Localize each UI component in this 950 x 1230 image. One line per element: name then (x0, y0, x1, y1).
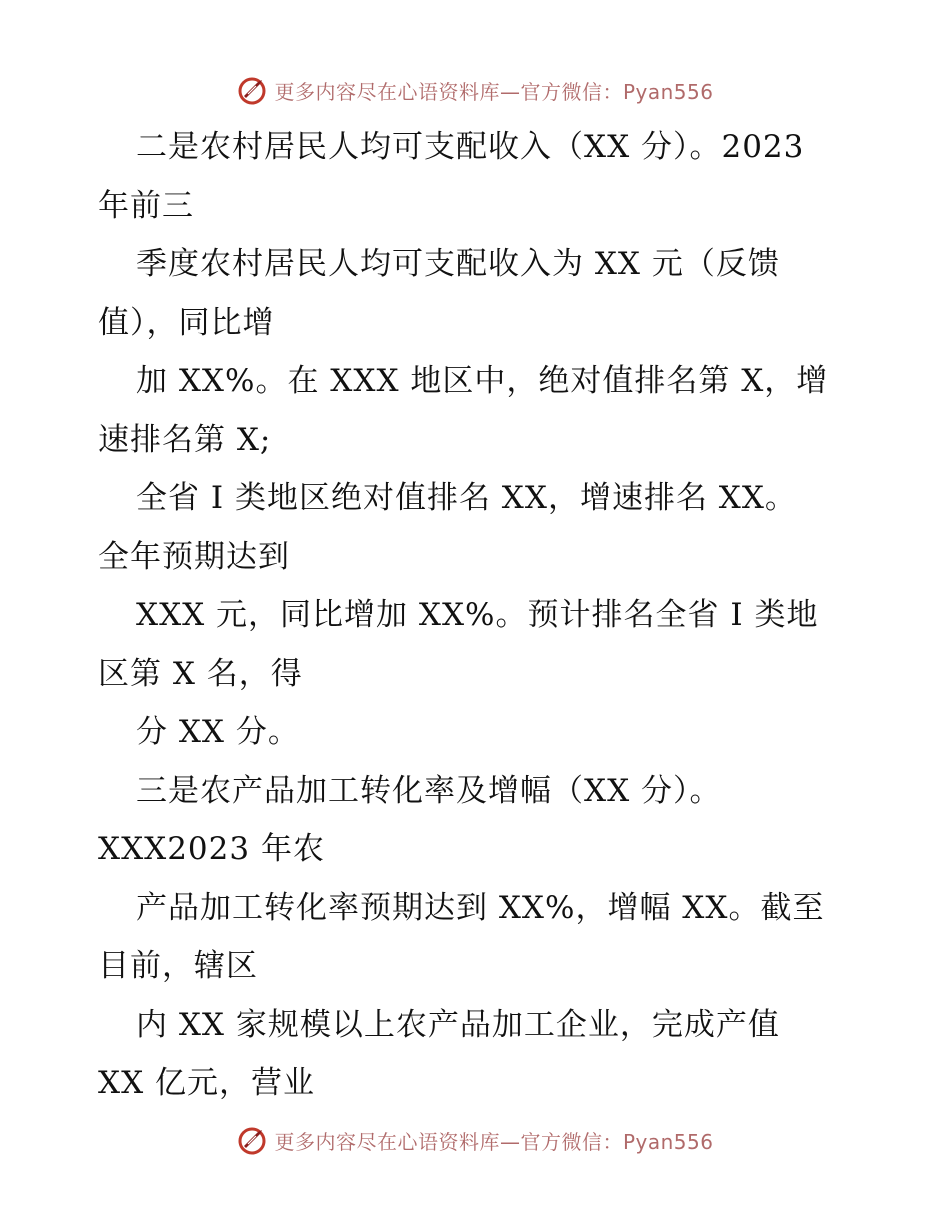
footer-banner-text: 更多内容尽在心语资料库—官方微信：Pyan556 (274, 1129, 714, 1154)
body-line: 产品加工转化率预期达到 XX%，增幅 XX。截至 (136, 889, 825, 926)
body-line: XXX 元，同比增加 XX%。预计排名全省 I 类地 (136, 597, 819, 633)
body-line: 二是农村居民人均可支配收入（XX 分）。2023 (136, 129, 805, 165)
body-line: XX 亿元，营业 (98, 1065, 315, 1101)
body-line: 年前三 (98, 187, 194, 224)
footer-banner (0, 1120, 950, 1160)
body-line: 全年预期达到 (98, 538, 290, 575)
body-line: 区第 X 名，得 (98, 655, 303, 692)
body-line: 季度农村居民人均可支配收入为 XX 元（反馈 (136, 246, 780, 282)
quill-pen-logo-icon (236, 74, 268, 106)
body-line: 三是农产品加工转化率及增幅（XX 分）。 (136, 772, 722, 809)
body-line: 分 XX 分。 (136, 714, 300, 750)
quill-pen-logo-icon (236, 1124, 268, 1156)
body-line: 全省 I 类地区绝对值排名 XX，增速排名 XX。 (136, 480, 797, 516)
body-line: 内 XX 家规模以上农产品加工企业，完成产值 (136, 1006, 780, 1043)
header-banner-text: 更多内容尽在心语资料库—官方微信：Pyan556 (274, 79, 714, 104)
body-line: 值），同比增 (98, 304, 275, 341)
header-banner-inner (236, 74, 713, 106)
body-line: 速排名第 X; (98, 421, 272, 458)
header-banner (0, 70, 950, 110)
body-line: XXX2023 年农 (98, 831, 325, 867)
footer-banner-inner (236, 1124, 713, 1156)
body-line: 加 XX%。在 XXX 地区中，绝对值排名第 X，增 (136, 363, 829, 399)
body-line: 目前，辖区 (98, 948, 258, 984)
document-body (98, 118, 858, 1113)
